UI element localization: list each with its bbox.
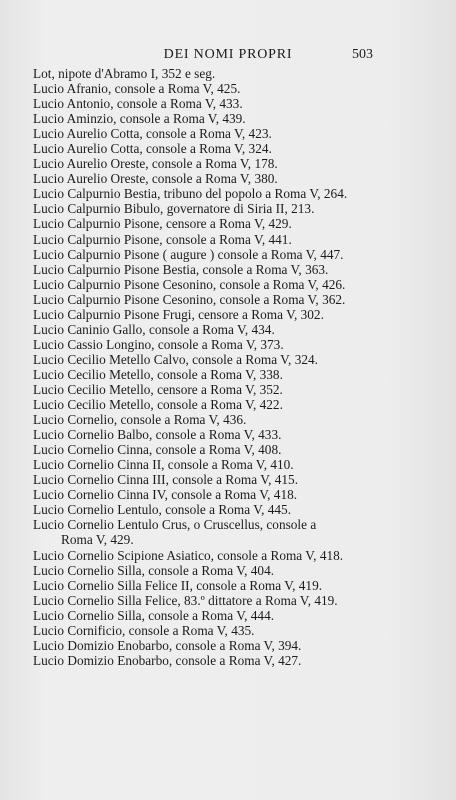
running-title: DEI NOMI PROPRI	[163, 47, 293, 62]
index-entry: Lucio Afranio, console a Roma V, 425.	[33, 81, 241, 97]
index-entry: Lucio Cornelio Cinna III, console a Roma V, 415.	[33, 472, 299, 488]
index-entry: Lucio Calpurnio Pisone Frugi, censore a Roma V, 302.	[33, 306, 324, 322]
index-entry: Lucio Cecilio Metello, console a Roma V, 338.	[33, 366, 283, 382]
index-entry: Lucio Calpurnio Pisone Cesonino, console a Roma V, 362.	[33, 291, 346, 307]
index-entry: Lucio Domizio Enobarbo, console a Roma V, 394.	[33, 637, 302, 653]
index-entry: Lucio Cornelio Balbo, console a Roma V, 433.	[33, 427, 282, 443]
index-entry: Lucio Aurelio Cotta, console a Roma V, 423.	[33, 126, 272, 142]
index-entry: Lucio Aurelio Cotta, console a Roma V, 324.	[33, 141, 272, 157]
index-entry: Lot, nipote d'Abramo I, 352 e seg.	[33, 66, 216, 81]
index-entry: Lucio Calpurnio Pisone, console a Roma V, 441.	[33, 231, 292, 247]
index-entry: Lucio Cornelio Lentulo, console a Roma V, 445.	[33, 502, 292, 518]
index-entry: Lucio Calpurnio Pisone, censore a Roma V, 429.	[33, 216, 292, 232]
index-entries	[33, 66, 383, 668]
index-entry: Lucio Calpurnio Pisone Bestia, console a Roma V, 363.	[33, 261, 329, 277]
index-entry: Lucio Cornelio, console a Roma V, 436.	[33, 412, 247, 428]
index-entry: Lucio Cornelio Silla, console a Roma V, 404.	[33, 562, 275, 578]
index-entry: Lucio Aminzio, console a Roma V, 439.	[33, 111, 246, 127]
index-entry: Lucio Calpurnio Bestia, tribuno del popolo a Roma V, 264.	[33, 186, 348, 202]
index-entry-line: Lucio Cornelio Lentulo Crus, o Cruscellus, console a	[33, 517, 317, 533]
index-entry: Lucio Cornelio Silla Felice II, console a Roma V, 419.	[33, 577, 323, 593]
index-entry: Lucio Domizio Enobarbo, console a Roma V, 427.	[33, 652, 302, 668]
index-entry: Lucio Cornificio, console a Roma V, 435.	[33, 622, 255, 638]
index-entry: Lucio Calpurnio Pisone ( augure ) console a Roma V, 447.	[33, 246, 344, 262]
page-number: 503	[352, 47, 373, 62]
index-entry: Lucio Calpurnio Bibulo, governatore di Siria II, 213.	[33, 201, 315, 217]
index-entry: Lucio Cornelio Silla Felice, 83.º dittatore a Roma V, 419.	[33, 592, 338, 608]
index-entry: Lucio Cornelio Silla, console a Roma V, 444.	[33, 607, 275, 623]
index-entry: Lucio Cecilio Metello, censore a Roma V, 352.	[33, 381, 283, 397]
index-entry: Lucio Cornelio Cinna II, console a Roma V, 410.	[33, 457, 294, 473]
index-entry: Lucio Caninio Gallo, console a Roma V, 434.	[33, 321, 275, 337]
index-entry: Lucio Cornelio Cinna IV, console a Roma V, 418.	[33, 487, 298, 503]
index-entry: Lucio Cornelio Scipione Asiatico, console a Roma V, 418.	[33, 547, 344, 563]
index-entry: Lucio Cassio Longino, console a Roma V, 373.	[33, 336, 284, 352]
index-entry: Lucio Cecilio Metello, console a Roma V, 422.	[33, 397, 283, 413]
index-entry: Lucio Aurelio Oreste, console a Roma V, 178.	[33, 156, 278, 172]
index-entry: Lucio Cornelio Cinna, console a Roma V, 408.	[33, 442, 282, 458]
index-entry: Lucio Cecilio Metello Calvo, console a Roma V, 324.	[33, 351, 318, 367]
index-entry: Lucio Aurelio Oreste, console a Roma V, 380.	[33, 171, 278, 187]
index-entry: Lucio Calpurnio Pisone Cesonino, console a Roma V, 426.	[33, 276, 346, 292]
index-entry-continuation: Roma V, 429.	[61, 532, 134, 548]
index-entry: Lucio Antonio, console a Roma V, 433.	[33, 96, 243, 112]
index-entry	[33, 517, 383, 547]
page-header	[0, 47, 456, 67]
